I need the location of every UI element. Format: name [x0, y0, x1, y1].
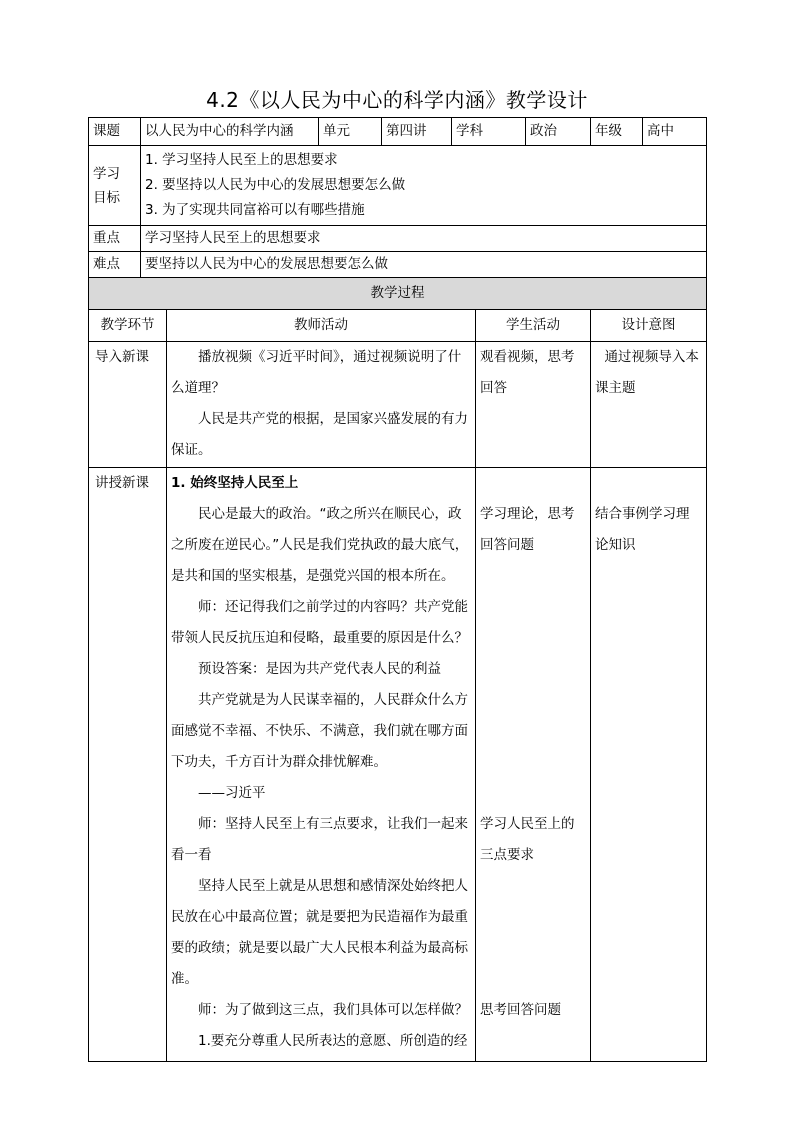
subject-value: 政治 — [526, 118, 591, 146]
new-lesson-stage: 讲授新课 — [89, 468, 167, 1062]
column-header-teacher: 教师活动 — [167, 310, 476, 342]
intro-teacher-para: 播放视频《习近平时间》，通过视频说明了什么道理？ — [171, 349, 462, 396]
goals-list — [141, 146, 707, 226]
teacher-para: 师：还记得我们之前学过的内容吗？共产党能带领人民反抗压迫和侵略，最重要的原因是什么？ — [171, 599, 468, 646]
grade-label: 年级 — [591, 118, 643, 146]
new-lesson-student — [476, 468, 591, 1062]
column-header-student: 学生活动 — [476, 310, 591, 342]
teacher-para: 预设答案：是因为共产党代表人民的利益 — [198, 661, 441, 677]
intro-teacher — [167, 342, 476, 468]
column-header-row — [89, 310, 707, 342]
intro-row — [89, 342, 707, 468]
topic-label: 课题 — [89, 118, 141, 146]
unit-label: 单元 — [319, 118, 382, 146]
teacher-para: ——习近平 — [198, 785, 266, 801]
teacher-para: 共产党就是为人民谋幸福的，人民群众什么方面感觉不幸福、不快乐、不满意，我们就在哪方面下功夫，千方百计为群众排忧解难。 — [171, 692, 468, 770]
key-point-value: 学习坚持人民至上的思想要求 — [141, 226, 707, 252]
intro-student: 观看视频，思考回答 — [476, 342, 591, 468]
difficulty-value: 要坚持以人民为中心的发展思想要怎么做 — [141, 252, 707, 278]
intro-teacher-para: 人民是共产党的根据，是国家兴盛发展的有力保证。 — [171, 411, 468, 458]
student-activity: 思考回答问题 — [480, 1002, 561, 1018]
goals-label-line2: 目标 — [93, 189, 120, 206]
topic-value: 以人民为中心的科学内涵 — [141, 118, 319, 146]
goals-row — [89, 146, 707, 226]
unit-value: 第四讲 — [382, 118, 452, 146]
page-title: 4.2《以人民为中心的科学内涵》教学设计 — [206, 88, 588, 112]
difficulty-label: 难点 — [89, 252, 141, 278]
goal-item: 1. 学习坚持人民至上的思想要求 — [145, 152, 338, 168]
new-lesson-teacher — [167, 468, 476, 1062]
teacher-para: 1.要充分尊重人民所表达的意愿、所创造的经 — [198, 1033, 468, 1049]
teacher-para: 坚持人民至上就是从思想和感情深处始终把人民放在心中最高位置；就是要把为民造福作为最重要的政绩；就是要以最广大人民根本利益为最高标准。 — [171, 878, 468, 987]
goal-item: 3. 为了实现共同富裕可以有哪些措施 — [145, 202, 365, 218]
process-header-row — [89, 278, 707, 310]
teacher-para: 师：坚持人民至上有三点要求，让我们一起来看一看 — [171, 816, 468, 863]
subject-label: 学科 — [452, 118, 526, 146]
intro-intent: 通过视频导入本课主题 — [591, 342, 707, 468]
lesson-plan-table — [88, 117, 707, 1062]
goals-label — [89, 146, 141, 226]
new-lesson-intent — [591, 468, 707, 1062]
student-activity: 学习人民至上的三点要求 — [480, 816, 575, 863]
column-header-intent: 设计意图 — [591, 310, 707, 342]
difficulty-row — [89, 252, 707, 278]
new-lesson-row — [89, 468, 707, 1062]
key-point-row — [89, 226, 707, 252]
grade-value: 高中 — [643, 118, 707, 146]
column-header-stage: 教学环节 — [89, 310, 167, 342]
teacher-para: 民心是最大的政治。“政之所兴在顺民心，政之所废在逆民心。”人民是我们党执政的最大底气，是共和国的坚实根基，是强党兴国的根本所在。 — [171, 506, 469, 584]
intro-stage: 导入新课 — [89, 342, 167, 468]
teacher-para: 师：为了做到这三点，我们具体可以怎样做？ — [198, 1002, 468, 1018]
key-point-label: 重点 — [89, 226, 141, 252]
process-header: 教学过程 — [89, 278, 707, 310]
goals-label-line1: 学习 — [93, 165, 120, 182]
student-activity: 学习理论，思考回答问题 — [480, 506, 575, 553]
design-intent: 结合事例学习理论知识 — [595, 506, 690, 553]
section-heading: 1. 始终坚持人民至上 — [171, 475, 299, 491]
goal-item: 2. 要坚持以人民为中心的发展思想要怎么做 — [145, 177, 406, 193]
info-row — [89, 118, 707, 146]
